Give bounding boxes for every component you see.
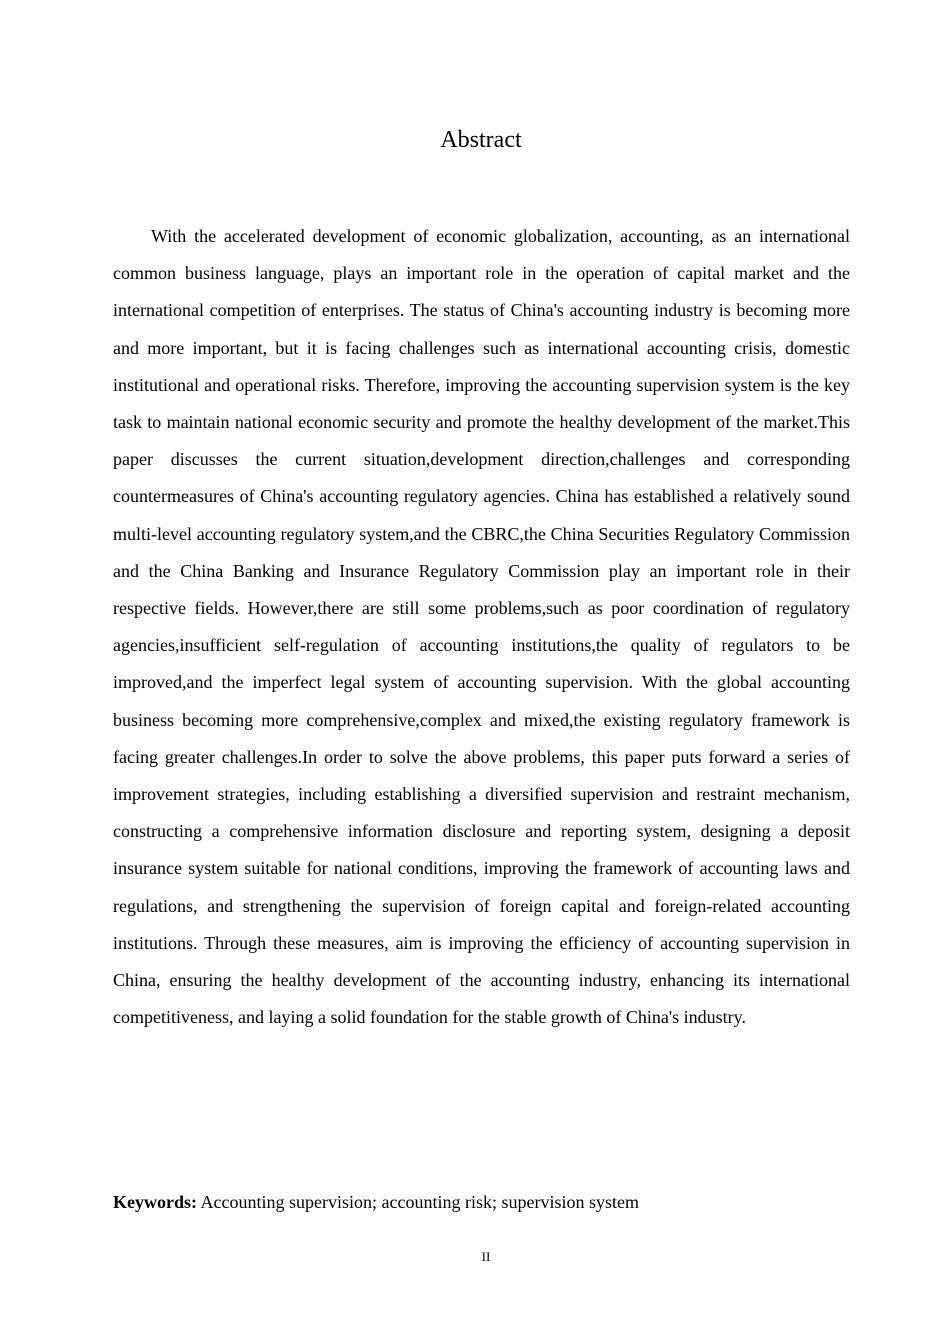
abstract-paragraph: With the accelerated development of economic globalization, accounting, as an international common business language, plays an important role in the operation of capital market and the international competition of enterprises. The status of China's accounting industry is becoming more and more important, but it is facing challenges such as international accounting crisis, domestic institutional and operational risks. Therefore, improving the accounting supervision system is the key task to maintain national economic security and promote the healthy development of the market.This paper discusses the current situation,development direction,challenges and corresponding countermeasures of China's accounting regulatory agencies. China has established a relatively sound multi-level accounting regulatory system,and the CBRC,the China Securities Regulatory Commission and the China Banking and Insurance Regulatory Commission play an important role in their respective fields. However,there are still some problems,such as poor coordination of regulatory agencies,insufficient self-regulation of accounting institutions,the quality of regulators to be improved,and the imperfect legal system of accounting supervision. With the global accounting business becoming more comprehensive,complex and mixed,the existing regulatory framework is facing greater challenges.In order to solve the above problems, this paper puts forward a series of improvement strategies, including establishing a diversified supervision and restraint mechanism, constructing a comprehensive information disclosure and reporting system, designing a deposit insurance system suitable for national conditions, improving the framework of accounting laws and regulations, and strengthening the supervision of foreign capital and foreign-related accounting institutions. Through these measures, aim is improving the efficiency of accounting supervision in China, ensuring the healthy development of the accounting industry, enhancing its international competitiveness, and laying a solid foundation for the stable growth of China's industry. xyxy=(113,226,850,1028)
keywords-text: Accounting supervision; accounting risk; supervision system xyxy=(200,1192,639,1212)
keywords-label: Keywords: xyxy=(113,1192,197,1212)
page-number: II xyxy=(481,1249,491,1264)
keywords-line xyxy=(113,1187,850,1217)
abstract-title: Abstract xyxy=(440,127,522,153)
